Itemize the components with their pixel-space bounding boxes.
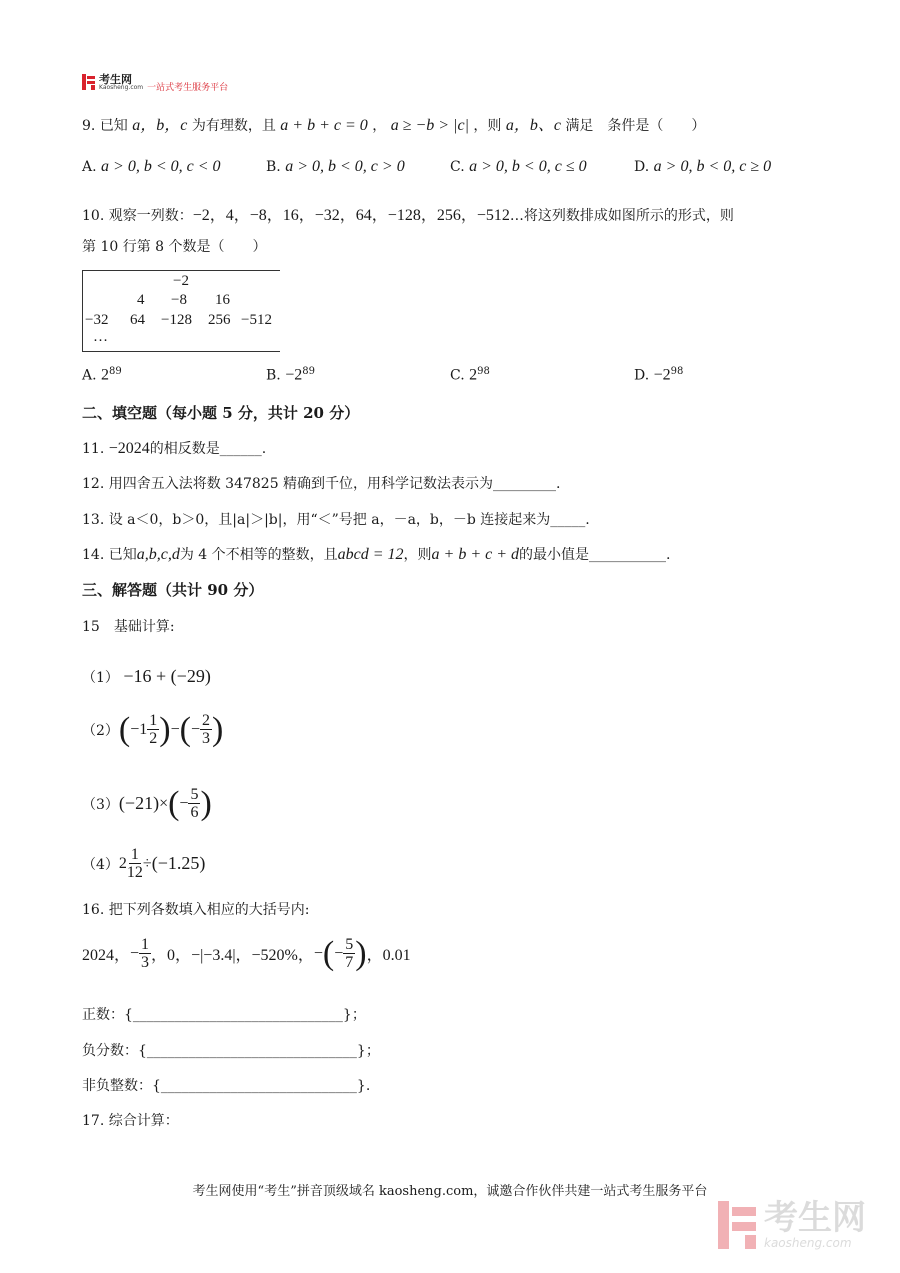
question-10	[82, 202, 734, 225]
option-expr: a > 0, b < 0, c ≥ 0	[653, 158, 772, 175]
q16-number-list: 2024， − $\frac{1}{3}$ ，0， −|−3.4|， −520%， − ( − $\frac{5}{7}$ ) ，0.01	[82, 934, 411, 972]
operator: −	[170, 720, 180, 738]
number-item: −520%，	[251, 947, 314, 964]
negative-fraction-set-blank[interactable]: 负分数：{______________________________}；	[82, 1043, 380, 1059]
option-label: B.	[266, 367, 281, 384]
option-expr: a > 0, b < 0, c < 0	[101, 158, 221, 175]
q9-number: 9.	[82, 118, 96, 134]
section-3-heading: 三、解答题（共计 90 分）	[82, 581, 264, 599]
grid-cell: 64	[130, 312, 145, 328]
numerator: 1	[130, 846, 139, 863]
positive-set-blank[interactable]: 正数：{______________________________}；	[82, 1007, 366, 1023]
logo-name: 考生网	[99, 72, 132, 86]
part-label: （3）	[82, 796, 119, 813]
q10-option-d[interactable]	[634, 366, 683, 385]
grid-cell: −512	[241, 312, 272, 328]
mixed-whole: −1	[130, 720, 148, 738]
numerator: 5	[345, 936, 354, 953]
option-label: C.	[450, 367, 465, 384]
grid-cell: −8	[171, 292, 187, 308]
q14-text: 为 4 个不相等的整数，且	[179, 547, 338, 563]
q14-vars: a,b,c,d	[136, 546, 180, 563]
option-label: B.	[266, 159, 281, 175]
numerator: 2	[202, 712, 210, 729]
denominator: 3	[141, 954, 150, 971]
q10-sequence: −2，4，−8，16，−32，64，−128，256，−512	[192, 207, 510, 224]
number-triangle-grid	[82, 270, 280, 352]
q15-part-3: （3） (−21) × ( − $\frac{5}{6}$ )	[82, 784, 212, 822]
denominator: 12	[126, 864, 143, 881]
fraction	[127, 846, 143, 881]
q14-text: 的最小值是___________.	[519, 547, 671, 563]
watermark-mark-icon	[718, 1201, 758, 1249]
option-label: A.	[82, 159, 97, 175]
fraction	[343, 936, 355, 971]
grid-cell: 256	[208, 312, 231, 328]
q11-text: 的相反数是______.	[149, 441, 267, 457]
part-expr: −16 + (−29)	[123, 666, 211, 686]
q9-text: 已知	[99, 118, 128, 134]
q14-number: 14.	[82, 547, 105, 563]
numerator: 1	[141, 936, 150, 953]
q9-text: ，则	[473, 118, 502, 134]
q9-option-d[interactable]	[634, 158, 771, 176]
option-base: −2	[653, 366, 671, 384]
q10-text: …将这列数排成如图所示的形式，则	[509, 208, 734, 224]
q11-number: 11.	[82, 441, 105, 457]
denominator: 3	[202, 730, 210, 747]
numerator: 1	[149, 712, 158, 729]
q14-sum: a + b + c + d	[431, 546, 520, 563]
fraction	[200, 712, 212, 747]
number-item: ，0.01	[366, 947, 411, 964]
number-item: ，0，	[151, 947, 192, 964]
number-item: 2024，	[82, 947, 131, 964]
q10-option-b[interactable]	[266, 366, 315, 385]
option-label: D.	[634, 159, 650, 175]
logo-mark-icon	[82, 74, 96, 90]
sign: −	[334, 944, 344, 962]
number-item: −|−3.4|，	[191, 947, 252, 964]
logo-domain: Kaosheng.com	[99, 83, 144, 91]
q9-vars: a，b、c	[505, 117, 561, 134]
q9-condition: a ≥ −b > |c|	[390, 117, 469, 134]
option-base: −2	[285, 366, 303, 384]
fraction	[147, 712, 159, 747]
q10-number: 10.	[82, 208, 105, 224]
q9-condition: a + b + c = 0	[280, 117, 368, 134]
q16-title: 16. 把下列各数填入相应的大括号内:	[82, 902, 310, 918]
option-label: A.	[82, 367, 97, 384]
grid-cell: 16	[215, 292, 230, 308]
section-2-heading: 二、填空题（每小题 5 分，共计 20 分）	[82, 404, 360, 422]
q11-expr: −2024	[108, 440, 150, 457]
q14-text: ，则	[403, 547, 432, 563]
q15-part-1	[82, 662, 211, 692]
question-14	[82, 544, 671, 564]
grid-cell: 4	[137, 292, 145, 308]
footer-text: 考生网使用“考生”拼音顶级域名 kaosheng.com，诚邀合作伙伴共建一站式考生服务平台	[192, 1184, 708, 1199]
option-base: 2	[101, 366, 110, 384]
part-expr: (−1.25)	[151, 853, 206, 873]
sign: −	[179, 794, 189, 812]
logo-slogan: 一站式考生服务平台	[147, 82, 229, 93]
option-label: D.	[634, 367, 650, 384]
q10-line2: 第 10 行第 8 个数是（ ）	[82, 239, 267, 255]
grid-cell: −32	[85, 312, 109, 328]
denominator: 7	[345, 954, 354, 971]
option-exponent: 98	[477, 366, 490, 377]
nonnegative-integer-set-blank[interactable]: 非负整数：{____________________________}.	[82, 1078, 371, 1094]
watermark-domain: kaosheng.com	[764, 1236, 852, 1250]
q9-option-b[interactable]	[266, 158, 405, 176]
q9-option-c[interactable]	[450, 158, 587, 176]
denominator: 2	[149, 730, 158, 747]
operator: ×	[159, 794, 169, 812]
q15-title: 15 基础计算:	[82, 619, 175, 635]
header-logo	[82, 72, 228, 92]
numerator: 5	[190, 786, 199, 803]
q10-text: 观察一列数：	[108, 208, 193, 224]
part-label: （1）	[82, 670, 119, 686]
q15-part-2: （2） ( −1 $\frac{1}{2}$ ) − ( − $\frac{2}{3}$ )	[82, 710, 224, 748]
operator: ÷	[142, 854, 152, 872]
watermark-name: 考生网	[764, 1198, 866, 1238]
question-12: 12. 用四舍五入法将数 347825 精确到千位，用科学记数法表示为_________.	[82, 476, 561, 492]
option-expr: a > 0, b < 0, c > 0	[285, 158, 405, 175]
sign: −	[190, 720, 200, 738]
denominator: 6	[190, 804, 199, 821]
fraction	[139, 936, 151, 971]
mixed-whole: 2	[118, 854, 127, 872]
option-label: C.	[450, 159, 465, 175]
q9-text: 满足 条件是（ ）	[565, 118, 706, 134]
fraction	[188, 786, 200, 821]
grid-cell: −128	[161, 312, 192, 328]
question-9: 9. 已知 a，b，c 为有理数，且 a + b + c = 0 ， a ≥ −b > |c| ，则 a，b、c 满足 条件是（ ）	[82, 117, 706, 134]
q9-text: 为有理数，且	[191, 118, 276, 134]
question-11	[82, 438, 266, 458]
part-expr: (−21)	[118, 793, 160, 813]
q9-option-a[interactable]	[82, 158, 221, 176]
question-13: 13. 设 a＜0，b＞0，且|a|＞|b|，用“＜”号把 a，－a，b，－b 连接起来为_____.	[82, 512, 590, 528]
option-exponent: 89	[109, 366, 122, 377]
q17-title: 17. 综合计算：	[82, 1113, 179, 1129]
watermark-logo	[718, 1200, 866, 1250]
q10-option-c[interactable]	[450, 366, 490, 385]
option-base: 2	[469, 366, 478, 384]
option-exponent: 89	[302, 366, 315, 377]
part-label: （2）	[82, 722, 119, 739]
option-expr: a > 0, b < 0, c ≤ 0	[469, 158, 587, 175]
q10-option-a[interactable]	[82, 366, 122, 385]
q14-text: 已知	[108, 547, 137, 563]
q15-part-4	[82, 846, 205, 881]
q9-vars: a，b，c	[132, 117, 188, 134]
grid-cell: −2	[173, 273, 189, 289]
grid-ellipsis: …	[93, 329, 108, 345]
q14-condition: abcd = 12	[337, 546, 404, 563]
option-exponent: 98	[670, 366, 684, 377]
part-label: （4）	[82, 856, 119, 873]
sign: −	[130, 944, 140, 962]
sign: −	[313, 944, 323, 962]
